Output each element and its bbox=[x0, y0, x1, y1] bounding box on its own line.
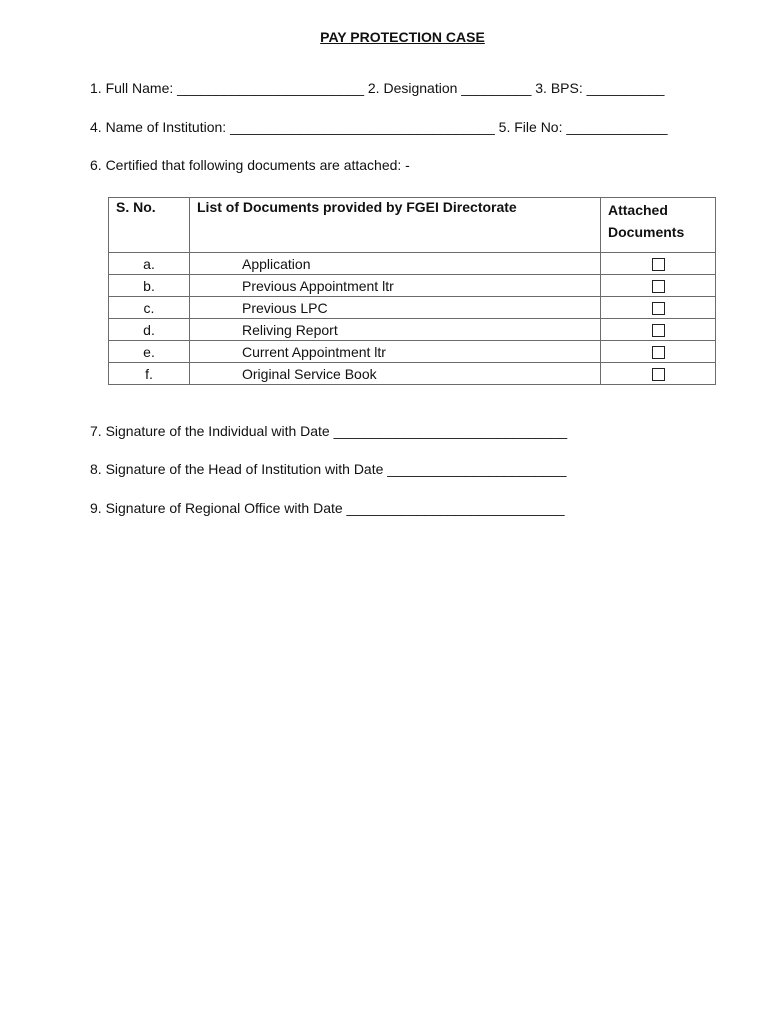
institution-file-line[interactable]: 4. Name of Institution: __________________________________ 5. File No: _____________ bbox=[90, 119, 668, 135]
row-sno: d. bbox=[109, 319, 190, 341]
header-sno: S. No. bbox=[109, 198, 190, 253]
row-document-name: Application bbox=[190, 253, 601, 275]
table-row bbox=[109, 297, 716, 319]
header-attached: Attached Documents bbox=[601, 198, 716, 253]
table-row bbox=[109, 253, 716, 275]
row-sno: a. bbox=[109, 253, 190, 275]
row-document-name: Original Service Book bbox=[190, 363, 601, 385]
row-document-name: Reliving Report bbox=[190, 319, 601, 341]
row-document-name: Current Appointment ltr bbox=[190, 341, 601, 363]
name-designation-bps-line[interactable]: 1. Full Name: ________________________ 2. Designation _________ 3. BPS: __________ bbox=[90, 80, 665, 96]
table-row bbox=[109, 363, 716, 385]
attached-checkbox[interactable] bbox=[652, 324, 665, 337]
attached-checkbox[interactable] bbox=[652, 346, 665, 359]
row-document-name: Previous Appointment ltr bbox=[190, 275, 601, 297]
certification-statement: 6. Certified that following documents are attached: - bbox=[90, 157, 410, 173]
table-row bbox=[109, 275, 716, 297]
document-title: PAY PROTECTION CASE bbox=[320, 29, 485, 45]
regional-office-signature-line[interactable]: 9. Signature of Regional Office with Date ____________________________ bbox=[90, 500, 565, 516]
row-sno: b. bbox=[109, 275, 190, 297]
table-row bbox=[109, 319, 716, 341]
attached-checkbox[interactable] bbox=[652, 302, 665, 315]
head-signature-line[interactable]: 8. Signature of the Head of Institution with Date _______________________ bbox=[90, 461, 567, 477]
attached-checkbox[interactable] bbox=[652, 280, 665, 293]
row-sno: e. bbox=[109, 341, 190, 363]
attached-checkbox[interactable] bbox=[652, 368, 665, 381]
documents-table bbox=[108, 197, 716, 385]
table-row bbox=[109, 341, 716, 363]
row-sno: c. bbox=[109, 297, 190, 319]
row-sno: f. bbox=[109, 363, 190, 385]
table-header-row bbox=[109, 198, 716, 253]
row-document-name: Previous LPC bbox=[190, 297, 601, 319]
attached-checkbox[interactable] bbox=[652, 258, 665, 271]
header-documents: List of Documents provided by FGEI Directorate bbox=[190, 198, 601, 253]
individual-signature-line[interactable]: 7. Signature of the Individual with Date ______________________________ bbox=[90, 423, 568, 439]
